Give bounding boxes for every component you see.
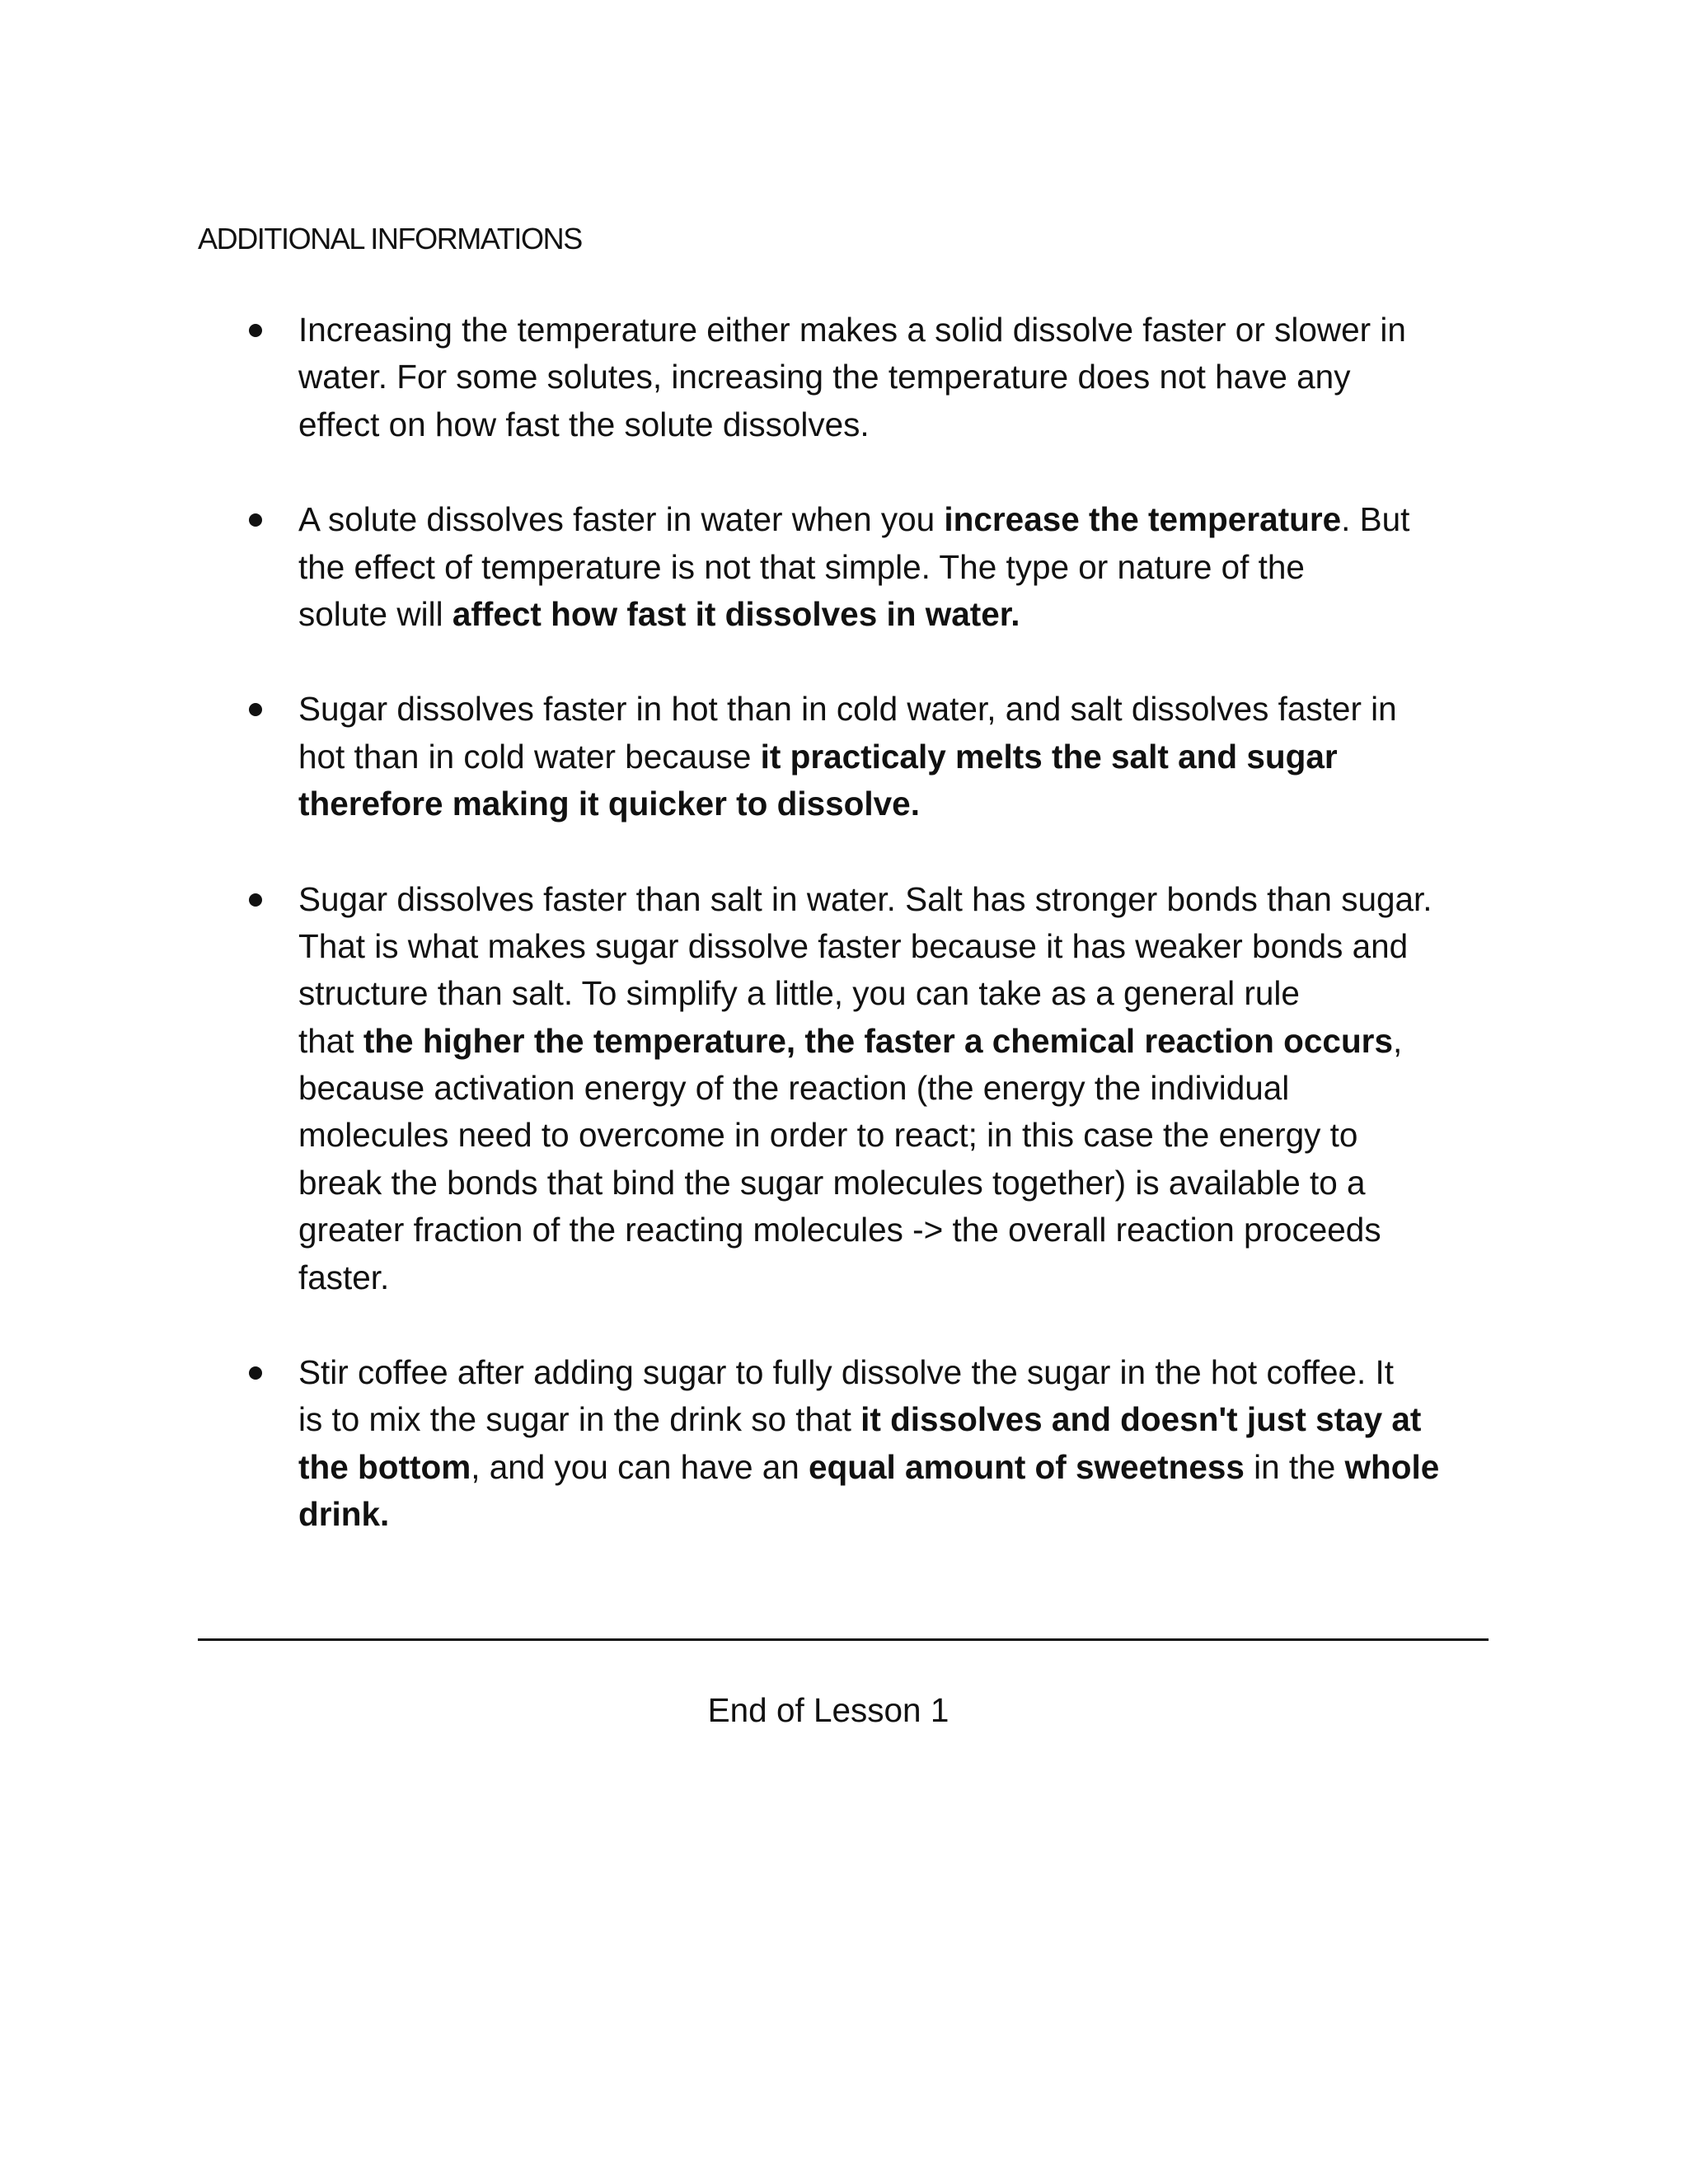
text-line bbox=[298, 496, 1510, 543]
text-run: greater fraction of the reacting molecules -> the overall reaction proceeds bbox=[298, 1211, 1381, 1249]
text-run: break the bonds that bind the sugar molecules together) is available to a bbox=[298, 1163, 1366, 1202]
bold-text: it practicaly melts the salt and sugar bbox=[760, 737, 1338, 776]
text-line bbox=[298, 544, 1510, 591]
text-run: effect on how fast the solute dissolves. bbox=[298, 405, 870, 443]
text-run: molecules need to overcome in order to react; in this case the energy to bbox=[298, 1116, 1358, 1155]
bold-text: affect how fast it dissolves in water. bbox=[452, 594, 1020, 633]
text-line bbox=[298, 1160, 1510, 1207]
list-item bbox=[0, 496, 1688, 638]
text-line bbox=[298, 923, 1510, 970]
text-run: the effect of temperature is not that simple. The type or nature of the bbox=[298, 547, 1305, 586]
text-line bbox=[298, 780, 1510, 827]
text-line bbox=[298, 354, 1510, 401]
text-line bbox=[298, 401, 1510, 448]
bold-text: whole bbox=[1344, 1447, 1440, 1486]
list-item-text bbox=[298, 1349, 1510, 1539]
text-run: because activation energy of the reaction (the energy the individual bbox=[298, 1069, 1290, 1108]
text-line bbox=[298, 876, 1510, 923]
divider-line bbox=[198, 1638, 1489, 1641]
text-line bbox=[298, 1065, 1510, 1112]
text-run: Stir coffee after adding sugar to fully dissolve the sugar in the hot coffee. It bbox=[298, 1353, 1395, 1392]
list-item bbox=[0, 307, 1688, 448]
text-line bbox=[298, 1254, 1510, 1301]
text-line bbox=[298, 1491, 1510, 1538]
list-item-text bbox=[298, 686, 1510, 827]
bold-text: it dissolves and doesn't just stay at bbox=[860, 1400, 1422, 1439]
text-line bbox=[298, 1112, 1510, 1159]
text-run: That is what makes sugar dissolve faster because it has weaker bonds and bbox=[298, 926, 1409, 965]
text-run: A solute dissolves faster in water when you bbox=[298, 500, 945, 539]
text-line bbox=[298, 733, 1510, 780]
bullet-icon bbox=[249, 893, 262, 907]
text-line bbox=[298, 970, 1510, 1017]
text-run: solute will bbox=[298, 594, 452, 633]
bold-text: therefore making it quicker to dissolve. bbox=[298, 785, 920, 823]
end-of-lesson-note: End of Lesson 1 bbox=[707, 1691, 950, 1729]
text-run: water. For some solutes, increasing the temperature does not have any bbox=[298, 358, 1351, 396]
text-line bbox=[298, 591, 1510, 638]
text-run: Sugar dissolves faster than salt in water. Salt has stronger bonds than sugar. bbox=[298, 879, 1432, 918]
text-line bbox=[298, 1396, 1510, 1443]
text-line bbox=[298, 686, 1510, 733]
bold-text: equal amount of sweetness bbox=[809, 1447, 1245, 1486]
section-heading: ADDITIONAL INFORMATIONS bbox=[198, 222, 582, 255]
bullet-icon bbox=[249, 324, 262, 337]
list-item bbox=[0, 686, 1688, 827]
list-item-text bbox=[298, 876, 1510, 1302]
text-run: that bbox=[298, 1021, 363, 1060]
text-line bbox=[298, 307, 1510, 354]
bullet-icon bbox=[249, 703, 262, 716]
text-line bbox=[298, 1207, 1510, 1254]
text-run: structure than salt. To simplify a little, you can take as a general rule bbox=[298, 974, 1300, 1013]
bold-text: increase the temperature bbox=[944, 500, 1342, 539]
information-list bbox=[0, 307, 1688, 1586]
text-run: . But bbox=[1341, 500, 1410, 539]
text-run: Increasing the temperature either makes a solid dissolve faster or slower in bbox=[298, 311, 1406, 349]
bold-text: the higher the temperature, the faster a chemical reaction occurs bbox=[363, 1021, 1393, 1060]
text-line bbox=[298, 1444, 1510, 1491]
bullet-icon bbox=[249, 513, 262, 527]
text-run: , bbox=[1392, 1021, 1403, 1060]
bold-text: the bottom bbox=[298, 1447, 471, 1486]
text-run: Sugar dissolves faster in hot than in cold water, and salt dissolves faster in bbox=[298, 690, 1397, 729]
text-run: faster. bbox=[298, 1258, 390, 1296]
text-run: , and you can have an bbox=[471, 1447, 809, 1486]
text-line bbox=[298, 1349, 1510, 1396]
list-item-text bbox=[298, 496, 1510, 638]
text-line bbox=[298, 1018, 1510, 1065]
list-item bbox=[0, 876, 1688, 1302]
text-run: hot than in cold water because bbox=[298, 737, 761, 776]
bold-text: drink. bbox=[298, 1495, 390, 1534]
text-run: is to mix the sugar in the drink so that bbox=[298, 1400, 861, 1439]
list-item bbox=[0, 1349, 1688, 1539]
list-item-text bbox=[298, 307, 1510, 448]
text-run: in the bbox=[1244, 1447, 1345, 1486]
bullet-icon bbox=[249, 1366, 262, 1380]
